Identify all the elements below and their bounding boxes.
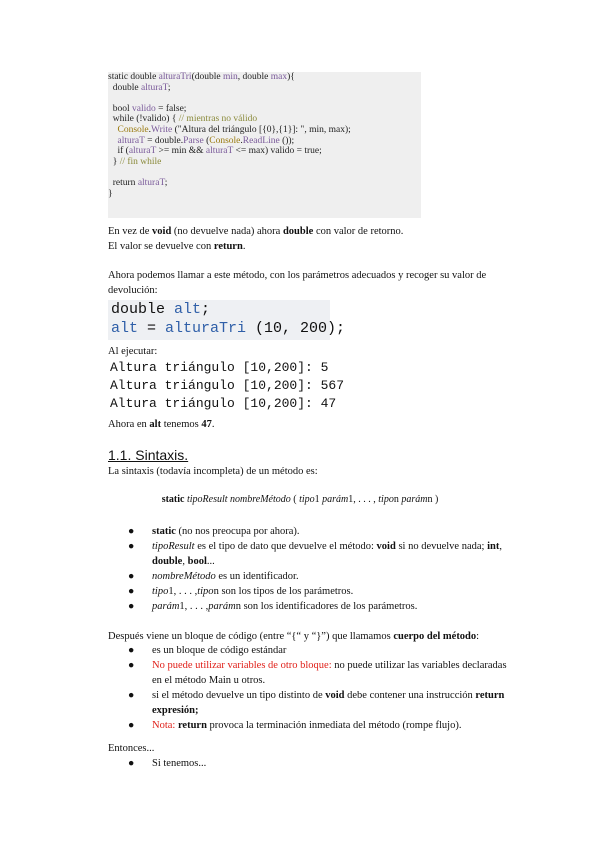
code-line: while (!valido) { // mientras no válido [108,114,258,125]
bullet-icon: ● [128,758,135,769]
bullet-icon: ● [128,526,135,537]
list-item: ● static (no nos preocupa por ahora). [128,526,300,537]
code-line: alturaT = double.Parse (Console.ReadLine ()); [117,135,295,146]
output-line: Altura triángulo [10,200]: 5 [110,360,329,375]
paragraph-void-double: En vez de void (no devuelve nada) ahora double con valor de retorno. [108,226,404,237]
paragraph-cuerpo-metodo: Después viene un bloque de código (entre “{“ y “}”) que llamamos cuerpo del método: [108,631,480,642]
code-line [108,167,421,178]
list-item: ● Si tenemos... [128,758,207,769]
section-heading: 1.1. Sintaxis. [108,447,189,463]
list-item: ● No puede utilizar variables de otro bloque: no puede utilizar las variables declaradas en el método Main u otros. [128,660,507,686]
output-line: Altura triángulo [10,200]: 47 [110,396,337,411]
paragraph-call-method: Ahora podemos llamar a este método, con los parámetros adecuados y recoger su valor de [108,270,487,281]
paragraph-al-ejecutar: Al ejecutar: [108,346,158,357]
list-item: ● nombreMétodo es un identificador. [128,571,299,582]
output-line: Altura triángulo [10,200]: 567 [110,378,345,393]
body-rules-list [128,643,507,733]
list-item: ● tipo1, . . . ,tipon son los tipos de los parámetros. [128,586,354,597]
paragraph-alt-result: Ahora en alt tenemos 47. [108,419,215,430]
list-item: ● es un bloque de código estándar [128,645,287,656]
list-item: ● tipoResult es el tipo de dato que devuelve el método: void si no devuelve nada; int, double, bool... [128,541,502,567]
code-line: double alturaT; [108,82,171,93]
bullet-icon: ● [128,720,135,731]
code-line: if (alturaT >= min && alturaT <= max) valido = true; [108,146,322,157]
code-line-1: double alt; [111,301,211,318]
code-line: Console.Write ("Altura del triángulo [{0},{1}]: ", min, max); [117,124,351,135]
code-block-call [108,300,346,340]
list-item: ● parám1, . . . ,parámn son los identificadores de los parámetros. [128,601,418,612]
bullet-icon: ● [128,690,135,701]
bullet-icon: ● [128,660,135,671]
paragraph-devolucion: devolución: [108,285,158,296]
paragraph-return: El valor se devuelve con return. [108,241,246,252]
code-line: bool valido = false; [108,103,187,114]
list-item: ● Nota: return provoca la terminación inmediata del método (rompe flujo). [128,720,462,731]
code-line: } [108,188,113,199]
followup-list [128,756,206,771]
syntax-parts-list [128,524,502,614]
syntax-definition: static tipoResult nombreMétodo ( tipo1 parám1, . . . , tipon parámn ) [161,494,439,505]
bullet-icon: ● [128,601,135,612]
bullet-icon: ● [128,645,135,656]
bullet-icon: ● [128,541,135,552]
code-line: return alturaT; [108,177,168,188]
list-item: ● si el método devuelve un tipo distinto de void debe contener una instrucción return expresión; [128,690,505,716]
code-line: } // fin while [108,156,162,167]
paragraph-entonces: Entonces... [108,743,155,754]
code-line-2: alt = alturaTri (10, 200); [111,320,346,337]
paragraph-syntax-intro: La sintaxis (todavía incompleta) de un método es: [108,466,318,477]
code-line: static double alturaTri(double min, double max){ [108,72,295,82]
code-block-altura-tri [108,72,421,218]
code-line [108,93,421,104]
bullet-icon: ● [128,571,135,582]
bullet-icon: ● [128,586,135,597]
